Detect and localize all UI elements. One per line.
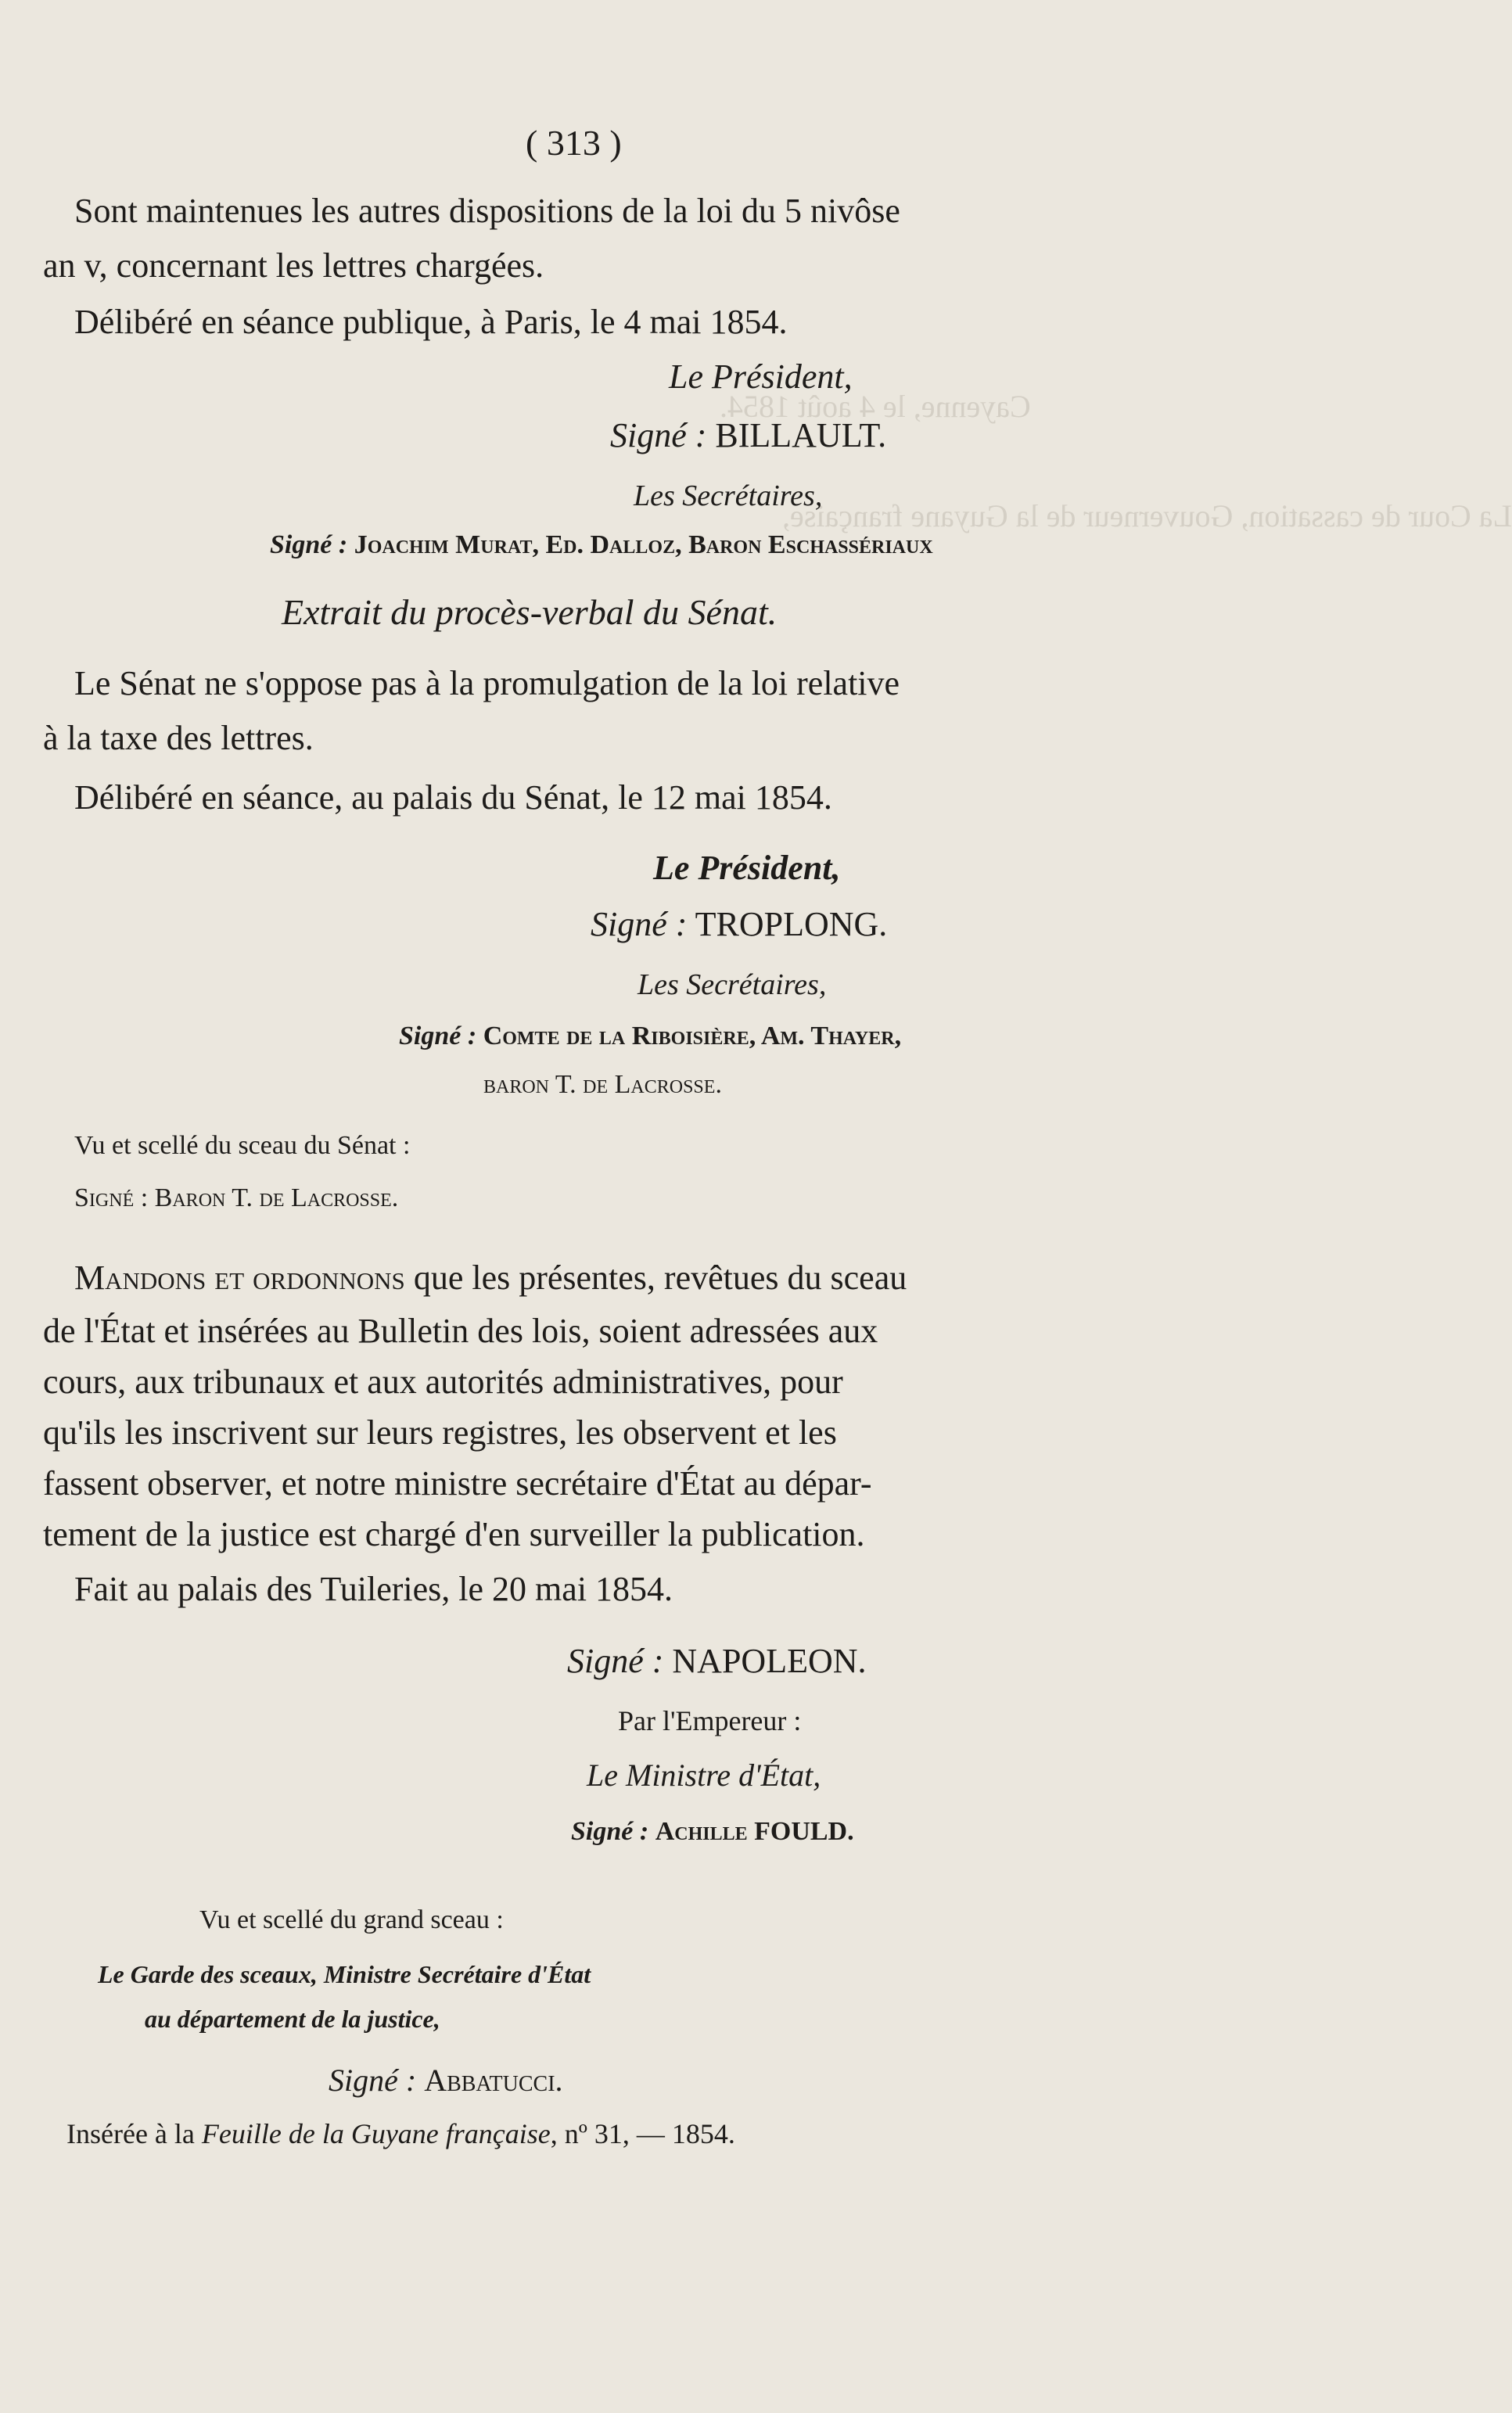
minister-name: Achille FOULD. [655,1817,854,1846]
seal-signature: Signé : Baron T. de Lacrosse. [74,1183,399,1212]
garde-name: Abbatucci. [424,2063,563,2098]
insertion-note [66,2120,735,2148]
paragraph-line [74,1261,907,1295]
president-name: BILLAULT. [715,416,887,454]
secretaries-signature [270,532,933,558]
paragraph-line: Fait au palais des Tuileries, le 20 mai 1854. [74,1570,673,1608]
paragraph-line: qu'ils les inscrivent sur leurs registres, les observent et les [43,1413,837,1452]
signature-line [591,907,887,942]
president-title: Le Président, [669,357,853,396]
garde-title: Le Garde des sceaux, Ministre Secrétaire d'État [98,1960,591,1988]
paragraph-line: Sont maintenues les autres dispositions de la loi du 5 nivôse [74,192,900,230]
signe-label: Signé : [399,1022,477,1050]
minister-signature [571,1819,854,1845]
paragraph-line: fassent observer, et notre ministre secrétaire d'État au dépar- [43,1464,872,1503]
par-empereur: Par l'Empereur : [618,1705,802,1736]
signe-label: Signé : [591,905,688,943]
paragraph-line: Délibéré en séance publique, à Paris, le 4 mai 1854. [74,303,788,341]
paragraph-line: cours, aux tribunaux et aux autorités administratives, pour [43,1363,843,1401]
show-through-text: Cayenne, le 4 août 1854. [720,389,1031,424]
president-name: TROPLONG. [695,905,888,943]
extract-title: Extrait du procès-verbal du Sénat. [282,592,778,632]
secretaries-names: Joachim Murat, Ed. Dalloz, Baron Eschassériaux [354,530,933,559]
show-through-text: La Cour de cassation, Gouverneur de la Guyane française, [782,498,1512,533]
insertion-publication: Feuille de la Guyane française [201,2118,551,2149]
seal-line: Vu et scellé du sceau du Sénat : [74,1131,411,1160]
emperor-name: NAPOLEON. [672,1642,867,1680]
paragraph-line: tement de la justice est chargé d'en surveiller la publication. [43,1515,865,1553]
insertion-text: , nº 31, — 1854. [550,2118,735,2149]
signe-label: Signé : [610,416,707,454]
paragraph-text: que les présentes, revêtues du sceau [404,1259,907,1297]
seal-line: Vu et scellé du grand sceau : [199,1905,504,1934]
insertion-text: Insérée à la [66,2118,202,2149]
secretaries-names: Comte de la Riboisière, Am. Thayer, [483,1022,902,1050]
president-title: Le Président, [653,849,841,887]
paragraph-line: Le Sénat ne s'oppose pas à la promulgation de la loi relative [74,664,900,702]
signe-label: Signé : [571,1817,649,1846]
garde-title: au département de la justice, [145,2005,440,2033]
signe-label: Signé : [329,2063,417,2098]
mandons-lead: Mandons et ordonnons [74,1259,405,1297]
minister-title: Le Ministre d'État, [587,1758,821,1793]
paragraph-line: de l'État et insérées au Bulletin des lois, soient adressées aux [43,1312,878,1350]
secretaries-names: baron T. de Lacrosse. [483,1070,722,1099]
paragraph-line: à la taxe des lettres. [43,719,314,757]
signe-label: Signé : [567,1642,664,1680]
garde-signature [329,2065,563,2096]
paragraph-line: an v, concernant les lettres chargées. [43,246,544,285]
signe-label: Signé : [270,530,348,559]
paragraph-line: Délibéré en séance, au palais du Sénat, le 12 mai 1854. [74,778,832,817]
signature-line [567,1644,867,1679]
signature-line [610,418,886,453]
secretaries-signature [399,1023,901,1050]
page-number: ( 313 ) [526,123,622,163]
secretaries-title: Les Secrétaires, [634,479,823,512]
secretaries-title: Les Secrétaires, [637,968,827,1001]
